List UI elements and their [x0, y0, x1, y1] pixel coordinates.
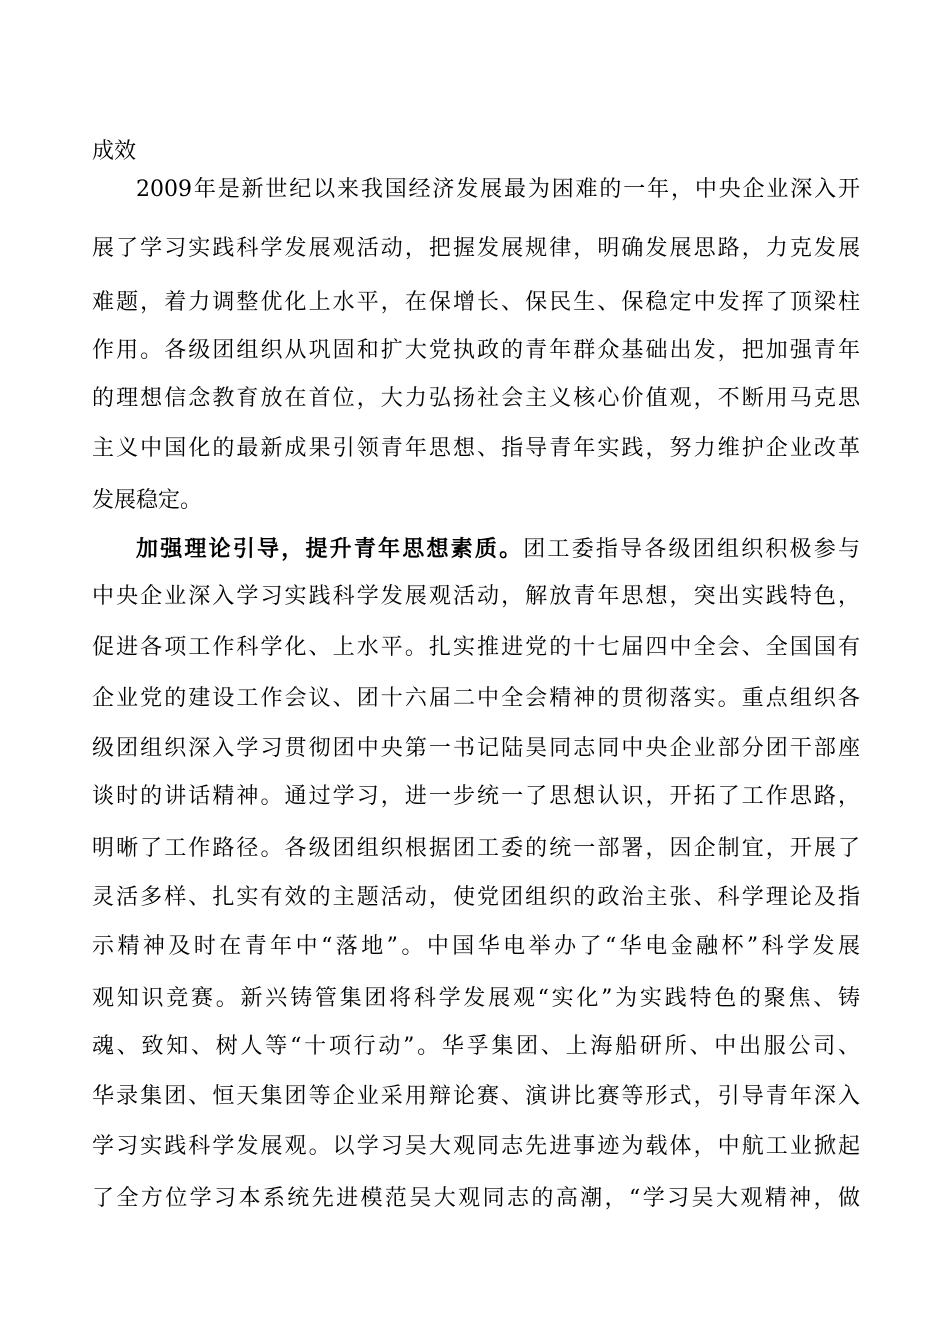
paragraph-2-line: 促进各项工作科学化、上水平。扎实推进党的十七届四中全会、全国国有 [92, 635, 860, 660]
paragraph-2-line: 魂、致知、树人等“十项行动”。华孚集团、上海船研所、中出服公司、 [92, 1034, 860, 1059]
paragraph-2-line: 示精神及时在青年中“落地”。中国华电举办了“华电金融杯”科学发展 [92, 934, 860, 959]
paragraph-1-line: 2009年是新世纪以来我国经济发展最为困难的一年，中央企业深入开 [136, 177, 860, 202]
paragraph-2-line: 灵活多样、扎实有效的主题活动，使党团组织的政治主张、科学理论及指 [92, 885, 860, 910]
paragraph-2-line: 中央企业深入学习实践科学发展观活动，解放青年思想，突出实践特色， [92, 584, 860, 609]
paragraph-2-line: 华录集团、恒天集团等企业采用辩论赛、演讲比赛等形式，引导青年深入 [92, 1084, 860, 1109]
paragraph-2-first-line [136, 527, 860, 571]
paragraph-1-line: 的理想信念教育放在首位，大力弘扬社会主义核心价值观，不断用马克思 [92, 386, 860, 411]
bold-lead-text: 加强理论引导，提升青年思想素质。 [136, 536, 524, 562]
paragraph-2-line: 了全方位学习本系统先进模范吴大观同志的高潮，“学习吴大观精神，做 [92, 1186, 860, 1211]
paragraph-2-line: 学习实践科学发展观。以学习吴大观同志先进事迹为载体，中航工业掀起 [92, 1134, 860, 1159]
paragraph-1-line: 展了学习实践科学发展观活动，把握发展规律，明确发展思路，力克发展 [92, 236, 860, 261]
paragraph-2-line: 谈时的讲话精神。通过学习，进一步统一了思想认识，开拓了工作思路， [92, 784, 860, 809]
section-heading: 成效 [92, 139, 137, 164]
first-line-rest: 团工委指导各级团组织积极参与 [523, 537, 860, 562]
paragraph-2-line: 观知识竞赛。新兴铸管集团将科学发展观“实化”为实践特色的聚焦、铸 [92, 986, 860, 1011]
paragraph-1-line: 发展稳定。 [92, 488, 203, 513]
paragraph-1-line: 作用。各级团组织从巩固和扩大党执政的青年群众基础出发，把加强青年 [92, 338, 860, 363]
paragraph-2-line: 企业党的建设工作会议、团十六届二中全会精神的贯彻落实。重点组织各 [92, 686, 860, 711]
paragraph-2-line: 明晰了工作路径。各级团组织根据团工委的统一部署，因企制宜，开展了 [92, 836, 860, 861]
paragraph-1-line: 主义中国化的最新成果引领青年思想、指导青年实践，努力维护企业改革 [92, 436, 860, 461]
paragraph-1-line: 难题，着力调整优化上水平，在保增长、保民生、保稳定中发挥了顶梁柱 [92, 290, 860, 315]
paragraph-2-line: 级团组织深入学习贯彻团中央第一书记陆昊同志同中央企业部分团干部座 [92, 736, 860, 761]
